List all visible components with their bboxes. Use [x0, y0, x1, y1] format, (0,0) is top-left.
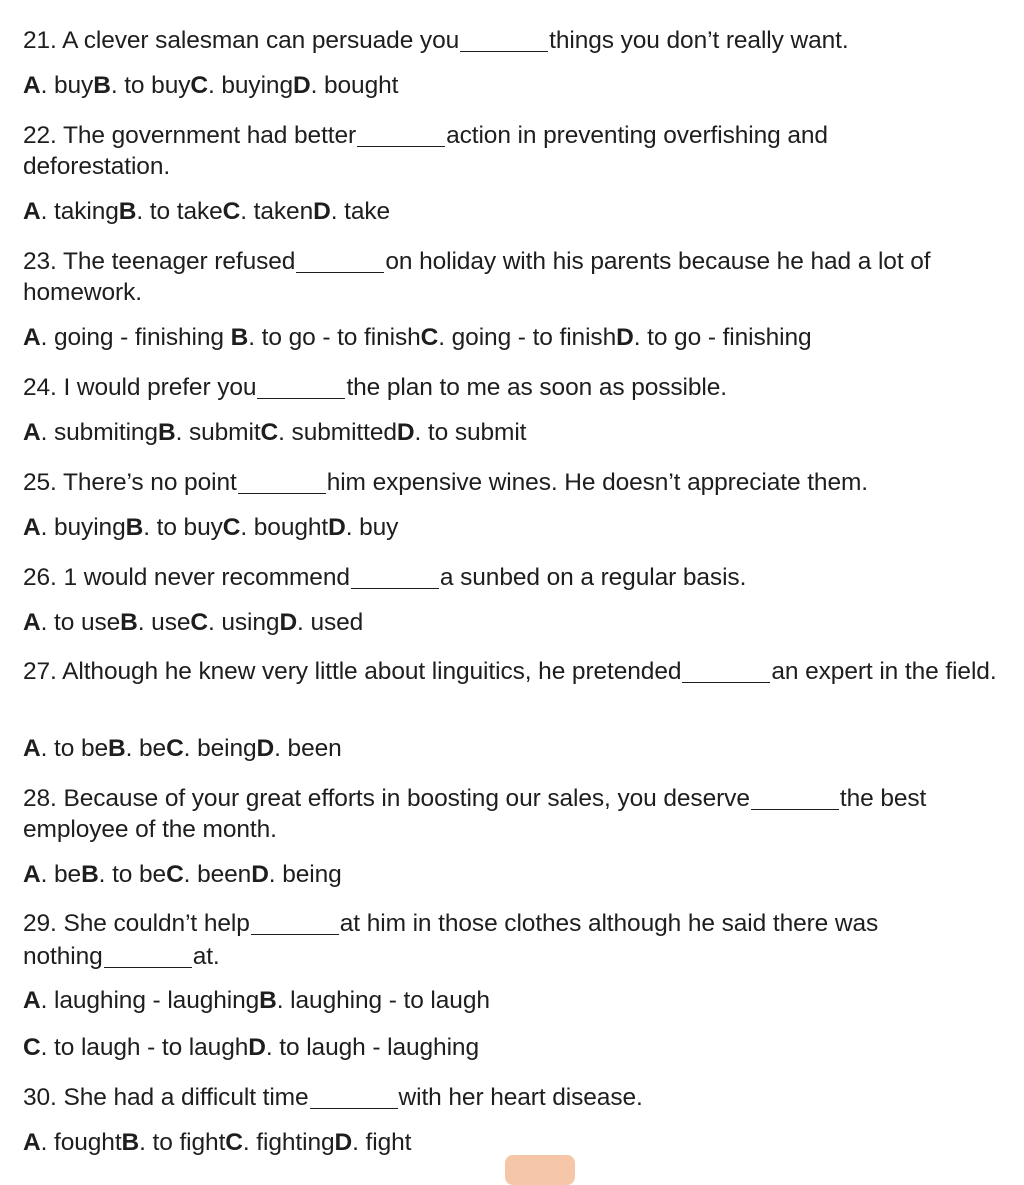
option-letter-b: B	[108, 735, 126, 762]
option-letter-d: D	[334, 1129, 353, 1156]
option-text-d: . fight	[352, 1129, 412, 1156]
option-letter-c: C	[225, 1129, 243, 1156]
question-number: 25.	[23, 469, 57, 496]
option-text-c: . being	[183, 735, 257, 762]
option-text-c: . fighting	[242, 1129, 335, 1156]
options-22	[23, 196, 1008, 227]
question-text-before: Although he knew very little about linguitics, he pretended	[62, 658, 682, 685]
question-25	[23, 465, 1008, 498]
option-letter-b: B	[120, 609, 138, 636]
question-29	[23, 906, 963, 972]
option-letter-d: D	[313, 198, 331, 225]
option-letter-a: A	[23, 198, 41, 225]
option-text-c: . going - to finish	[438, 324, 617, 351]
option-letter-d: D	[616, 324, 634, 351]
option-text-b: . use	[137, 609, 191, 636]
question-text-after: the plan to me as soon as possible.	[346, 374, 728, 401]
option-text-b: . to take	[136, 198, 223, 225]
option-text-b: . to go - to finish	[248, 324, 421, 351]
question-text-after: the best employee of the month.	[23, 785, 927, 843]
answer-blank-1	[251, 910, 339, 935]
option-text-d: . buy	[345, 514, 399, 541]
option-letter-c: C	[166, 861, 184, 888]
option-letter-b: B	[81, 861, 99, 888]
question-number: 29.	[23, 910, 57, 937]
option-letter-d: D	[256, 735, 275, 762]
options-21	[23, 70, 1008, 101]
options-25	[23, 512, 1008, 543]
question-number: 27.	[23, 658, 57, 685]
option-letter-b: B	[121, 1129, 140, 1156]
question-22	[23, 118, 903, 182]
option-text-a: . be	[40, 861, 82, 888]
option-letter-c: C	[260, 419, 279, 446]
question-text-before: She couldn’t help	[63, 910, 250, 937]
question-text-after: action in preventing overfishing and deforestation.	[23, 122, 828, 180]
question-text-before: Because of your great efforts in boosting our sales, you deserve	[63, 785, 750, 812]
option-letter-c: C	[190, 609, 208, 636]
option-letter-a: A	[23, 324, 41, 351]
option-letter-b: B	[157, 419, 176, 446]
option-text-b: . laughing - to laugh	[276, 987, 490, 1014]
option-text-a: . to use	[40, 609, 121, 636]
question-text-after: with her heart disease.	[398, 1084, 643, 1111]
question-23	[23, 244, 1008, 308]
question-text-after: him expensive wines. He doesn’t appreciate them.	[326, 469, 868, 496]
question-text-after: things you don’t really want.	[549, 27, 849, 54]
option-text-d: . been	[274, 735, 342, 762]
option-text-d: . to submit	[414, 419, 527, 446]
option-letter-d: D	[279, 609, 298, 636]
worksheet-page	[23, 0, 1008, 1172]
question-number: 23.	[23, 248, 57, 275]
question-number: 26.	[23, 564, 57, 591]
question-number: 22.	[23, 122, 57, 149]
options-30	[23, 1127, 1008, 1158]
question-number: 30.	[23, 1084, 57, 1111]
options-28	[23, 859, 1008, 890]
option-text-b: . to fight	[139, 1129, 226, 1156]
options-27	[23, 733, 1008, 764]
option-letter-a: A	[23, 861, 41, 888]
options-23	[23, 322, 1008, 353]
option-text-a: . buying	[40, 514, 126, 541]
option-text-d: . being	[268, 861, 342, 888]
option-text-b: . to be	[98, 861, 167, 888]
question-text-before: The teenager refused	[63, 248, 296, 275]
option-text-c: . taken	[240, 198, 314, 225]
question-text-before: 1 would never recommend	[63, 564, 350, 591]
question-text-after: on holiday with his parents because he had a lot of homework.	[23, 248, 931, 306]
option-letter-a: A	[23, 609, 41, 636]
page-indicator-chip	[505, 1155, 575, 1185]
option-letter-a: A	[23, 987, 41, 1014]
option-text-d: . bought	[310, 72, 399, 99]
question-number: 24.	[23, 374, 57, 401]
option-letter-d: D	[292, 72, 311, 99]
option-letter-c: C	[23, 1034, 41, 1061]
option-letter-d: D	[251, 861, 269, 888]
option-letter-c: C	[420, 324, 439, 351]
option-text-d: . to laugh - laughing	[265, 1034, 479, 1061]
option-text-b: . to buy	[110, 72, 191, 99]
option-text-a: . submiting	[40, 419, 158, 446]
option-letter-b: B	[259, 987, 277, 1014]
option-text-a: . going - finishing	[40, 324, 231, 351]
answer-blank	[751, 785, 839, 810]
option-letter-b: B	[118, 198, 137, 225]
option-text-c: . buying	[207, 72, 293, 99]
option-text-a: . buy	[40, 72, 94, 99]
option-letter-a: A	[23, 514, 41, 541]
option-letter-d: D	[328, 514, 346, 541]
question-21	[23, 23, 1008, 56]
question-text-before: The government had better	[63, 122, 357, 149]
answer-blank	[460, 27, 548, 52]
option-text-b: . be	[125, 735, 167, 762]
option-text-b: . submit	[175, 419, 261, 446]
option-letter-c: C	[222, 514, 241, 541]
answer-blank	[310, 1084, 398, 1109]
answer-blank	[238, 469, 326, 494]
question-26	[23, 560, 1008, 593]
option-text-c: . using	[207, 609, 280, 636]
option-text-b: . to buy	[143, 514, 223, 541]
option-letter-b: B	[230, 324, 249, 351]
option-letter-c: C	[166, 735, 184, 762]
question-text-before: A clever salesman can persuade you	[62, 27, 460, 54]
option-letter-d: D	[248, 1034, 266, 1061]
option-letter-c: C	[222, 198, 241, 225]
question-28	[23, 781, 1008, 845]
answer-blank	[296, 248, 384, 273]
option-text-a: . fought	[40, 1129, 122, 1156]
option-letter-b: B	[125, 514, 144, 541]
option-text-c: . bought	[240, 514, 329, 541]
question-number: 21.	[23, 27, 57, 54]
option-letter-b: B	[93, 72, 111, 99]
options-26	[23, 607, 1008, 638]
option-text-a: . laughing - laughing	[40, 987, 260, 1014]
answer-blank	[682, 658, 770, 683]
question-text-before: There’s no point	[63, 469, 237, 496]
question-27	[23, 654, 1008, 687]
options-24	[23, 417, 1008, 448]
question-text-after: an expert in the field.	[771, 658, 997, 685]
option-letter-a: A	[23, 72, 41, 99]
answer-blank	[257, 374, 345, 399]
question-number: 28.	[23, 785, 57, 812]
answer-blank	[351, 564, 439, 589]
answer-blank-2	[104, 943, 192, 968]
question-text-after: at.	[192, 943, 220, 970]
answer-blank	[357, 122, 445, 147]
option-text-d: . take	[330, 198, 391, 225]
options-29-line2	[23, 1032, 1008, 1063]
option-letter-d: D	[396, 419, 415, 446]
question-24	[23, 370, 1008, 403]
option-text-d: . to go - finishing	[633, 324, 812, 351]
option-text-c: . submitted	[278, 419, 397, 446]
option-letter-a: A	[23, 735, 41, 762]
option-letter-a: A	[23, 419, 41, 446]
question-text-after: a sunbed on a regular basis.	[439, 564, 747, 591]
question-30	[23, 1080, 1008, 1113]
option-text-c: . to laugh - to laugh	[40, 1034, 249, 1061]
option-text-d: . used	[297, 609, 364, 636]
question-text-before: She had a difficult time	[63, 1084, 309, 1111]
question-text-before: I would prefer you	[63, 374, 257, 401]
question-text-middle: at him in those clothes although he said there was nothing	[23, 910, 879, 970]
options-29-line1	[23, 985, 1008, 1016]
option-letter-a: A	[23, 1129, 41, 1156]
option-text-a: . taking	[40, 198, 119, 225]
option-text-a: . to be	[40, 735, 108, 762]
option-letter-c: C	[190, 72, 208, 99]
option-text-c: . been	[183, 861, 252, 888]
